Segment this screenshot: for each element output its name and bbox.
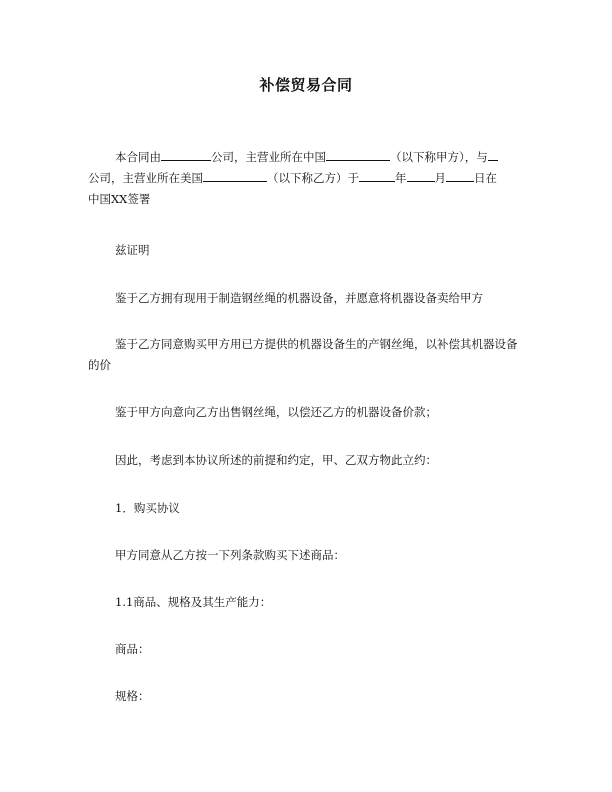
section-1-1-heading	[88, 592, 524, 613]
goods-line	[88, 639, 524, 660]
section-1-heading	[88, 498, 524, 519]
recital-2-paragraph	[88, 334, 524, 376]
section-1-1-text: 1.1商品、规格及其生产能力：	[115, 595, 272, 609]
opening-text-3: （以下称甲方），与	[390, 150, 488, 164]
recital-1-paragraph	[88, 288, 524, 309]
opening-text-8: 日在	[474, 171, 497, 185]
opening-paragraph	[88, 147, 524, 210]
opening-text-5: （以下称乙方）于	[267, 171, 359, 185]
opening-text-6: 年	[395, 171, 407, 185]
recital-1-text: 鉴于乙方拥有现用于制造钢丝绳的机器设备，并愿意将机器设备卖给甲方	[115, 291, 483, 305]
recital-3-paragraph	[88, 402, 524, 423]
blank-party-a-name	[161, 148, 211, 161]
agreement-paragraph	[88, 450, 524, 471]
witness-paragraph	[88, 240, 524, 261]
opening-text-2: 公司，主营业所在中国	[211, 150, 326, 164]
blank-year	[359, 169, 395, 182]
agreement-text: 因此，考虑到本协议所述的前提和约定，甲、乙双方物此立约：	[115, 453, 437, 467]
opening-text-4: 公司，主营业所在美国	[88, 171, 203, 185]
blank-party-a-address	[326, 148, 390, 161]
witness-text: 兹证明	[115, 243, 150, 257]
opening-text-9: 中国XX签署	[88, 192, 151, 206]
blank-month	[407, 169, 435, 182]
section-1-text: 1．购买协议	[115, 501, 180, 515]
blank-party-b-name	[488, 148, 498, 161]
recital-3-text: 鉴于甲方向意向乙方出售钢丝绳，以偿还乙方的机器设备价款；	[115, 405, 437, 419]
opening-text-1: 本合同由	[115, 150, 161, 164]
section-1-body-text: 甲方同意从乙方按一下列条款购买下述商品：	[115, 548, 345, 562]
blank-party-b-address	[203, 169, 267, 182]
section-1-body	[88, 545, 524, 566]
goods-label: 商品：	[115, 642, 150, 656]
spec-line	[88, 686, 524, 707]
blank-day	[446, 169, 474, 182]
opening-text-7: 月	[434, 171, 446, 185]
recital-2-text: 鉴于乙方同意购买甲方用已方提供的机器设备生的产钢丝绳，以补偿其机器设备的价	[88, 337, 518, 372]
spec-label: 规格：	[115, 689, 150, 703]
document-title: 补偿贸易合同	[259, 76, 353, 94]
